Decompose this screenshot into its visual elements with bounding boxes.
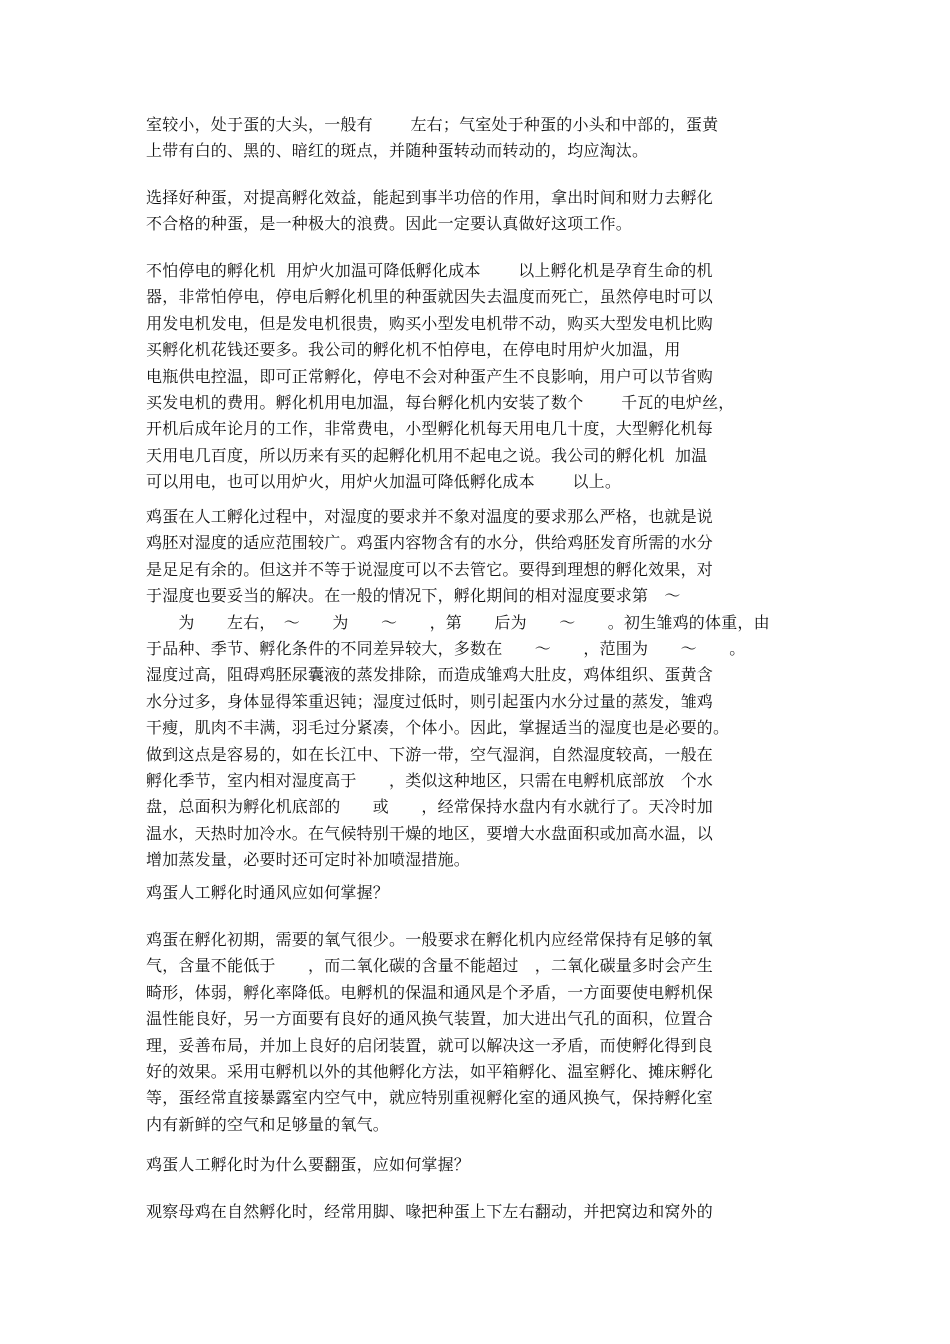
- text-line: 温性能良好，另一方面要有良好的通风换气装置，加大进出气孔的面积，位置合: [146, 1009, 714, 1029]
- text-line: 不怕停电的孵化机 用炉火加温可降低孵化成本 以上孵化机是孕育生命的机: [146, 261, 713, 280]
- text-line: 内有新鲜的空气和足够量的氧气。: [146, 1114, 390, 1134]
- text-line: 室较小，处于蛋的大头，一般有 左右；气室处于种蛋的小头和中部的，蛋黄: [146, 115, 719, 134]
- text-line: 器，非常怕停电，停电后孵化机里的种蛋就因失去温度而死亡，虽然停电时可以: [146, 287, 714, 307]
- text-line: 用发电机发电，但是发电机很贵，购买小型发电机带不动，购买大型发电机比购: [146, 313, 714, 333]
- text-line: 鸡胚对湿度的适应范围较广。鸡蛋内容物含有的水分，供给鸡胚发育所需的水分: [146, 533, 714, 553]
- text-line: 做到这点是容易的，如在长江中、下游一带，空气湿润，自然湿度较高，一般在: [146, 744, 714, 764]
- text-line: 天用电几百度，所以历来有买的起孵化机用不起电之说。我公司的孵化机 加温: [146, 445, 708, 465]
- text-line: 上带有白的、黑的、暗红的斑点，并随种蛋转动而转动的，均应淘汰。: [146, 141, 649, 161]
- text-line: 可以用电，也可以用炉火，用炉火加温可降低孵化成本 以上。: [146, 472, 622, 492]
- text-line: 观察母鸡在自然孵化时，经常用脚、喙把种蛋上下左右翻动，并把窝边和窝外的: [146, 1202, 714, 1221]
- paragraph-humidity: [146, 504, 806, 873]
- section-heading-ventilation: [146, 880, 806, 906]
- text-line: 干瘦，肌肉不丰满，羽毛过分紧凑，个体小。因此，掌握适当的湿度也是必要的。: [146, 718, 730, 738]
- text-line: 温水，天热时加冷水。在气候特别干燥的地区，要增大水盘面积或加高水温，以: [146, 823, 714, 843]
- heading-line: 鸡蛋人工孵化时通风应如何掌握？: [146, 883, 390, 902]
- paragraph-power-outage-incubator: [146, 258, 806, 496]
- text-line: 买发电机的费用。孵化机用电加温，每台孵化机内安装了数个 千瓦的电炉丝，: [146, 392, 735, 412]
- paragraph-egg-turning: [146, 1199, 806, 1225]
- text-line: 气，含量不能低于 ，而二氧化碳的含量不能超过 ，二氧化碳量多时会产生: [146, 956, 714, 976]
- text-line: 开机后成年论月的工作，非常费电，小型孵化机每天用电几十度，大型孵化机每: [146, 419, 714, 439]
- text-line: 水分过多，身体显得笨重迟钝；湿度过低时，则引起蛋内水分过量的蒸发，雏鸡: [146, 691, 714, 711]
- paragraph-egg-selection: [146, 185, 806, 238]
- text-line: 理，妥善布局，并加上良好的启闭装置，就可以解决这一矛盾，而使孵化得到良: [146, 1035, 714, 1055]
- text-line: 买孵化机花钱还要多。我公司的孵化机不怕停电，在停电时用炉火加温，用: [146, 340, 697, 360]
- text-line: 选择好种蛋，对提高孵化效益，能起到事半功倍的作用，拿出时间和财力去孵化: [146, 188, 714, 207]
- text-line: 电瓶供电控温，即可正常孵化，停电不会对种蛋产生不良影响，用户可以节省购: [146, 366, 714, 386]
- section-heading-egg-turning: [146, 1152, 806, 1178]
- text-line: 是足足有余的。但这并不等于说湿度可以不去管它。要得到理想的孵化效果，对: [146, 559, 714, 579]
- text-line: 鸡蛋在孵化初期，需要的氧气很少。一般要求在孵化机内应经常保持有足够的氧: [146, 930, 714, 949]
- text-line: 孵化季节，室内相对湿度高于 ，类似这种地区，只需在电孵机底部放 个水: [146, 770, 714, 790]
- text-line: 不合格的种蛋，是一种极大的浪费。因此一定要认真做好这项工作。: [146, 214, 633, 234]
- paragraph-ventilation: [146, 927, 806, 1138]
- text-line: 于品种、季节、孵化条件的不同差异较大，多数在 ～ ，范围为 ～ 。: [146, 638, 746, 658]
- text-line: 为 左右， ～ 为 ～ ，第 后为 ～ 。初生雏鸡的体重，由: [146, 612, 770, 632]
- paragraph-egg-inspection: [146, 112, 806, 165]
- text-line: 等，蛋经常直接暴露室内空气中，就应特别重视孵化室的通风换气，保持孵化室: [146, 1088, 714, 1108]
- text-line: 好的效果。采用屯孵机以外的其他孵化方法，如平箱孵化、温室孵化、摊床孵化: [146, 1061, 714, 1081]
- heading-line: 鸡蛋人工孵化时为什么要翻蛋，应如何掌握？: [146, 1155, 471, 1174]
- text-line: 盘，总面积为孵化机底部的 或 ，经常保持水盘内有水就行了。天冷时加: [146, 797, 714, 817]
- text-line: 湿度过高，阻碍鸡胚尿囊液的蒸发排除，而造成雏鸡大肚皮，鸡体组织、蛋黄含: [146, 665, 714, 685]
- text-line: 畸形，体弱，孵化率降低。电孵机的保温和通风是个矛盾，一方面要使电孵机保: [146, 982, 714, 1002]
- text-line: 于湿度也要妥当的解决。在一般的情况下，孵化期间的相对湿度要求第 ～: [146, 586, 697, 606]
- text-line: 增加蒸发量，必要时还可定时补加喷湿措施。: [146, 850, 471, 870]
- text-line: 鸡蛋在人工孵化过程中，对湿度的要求并不象对温度的要求那么严格，也就是说: [146, 507, 714, 526]
